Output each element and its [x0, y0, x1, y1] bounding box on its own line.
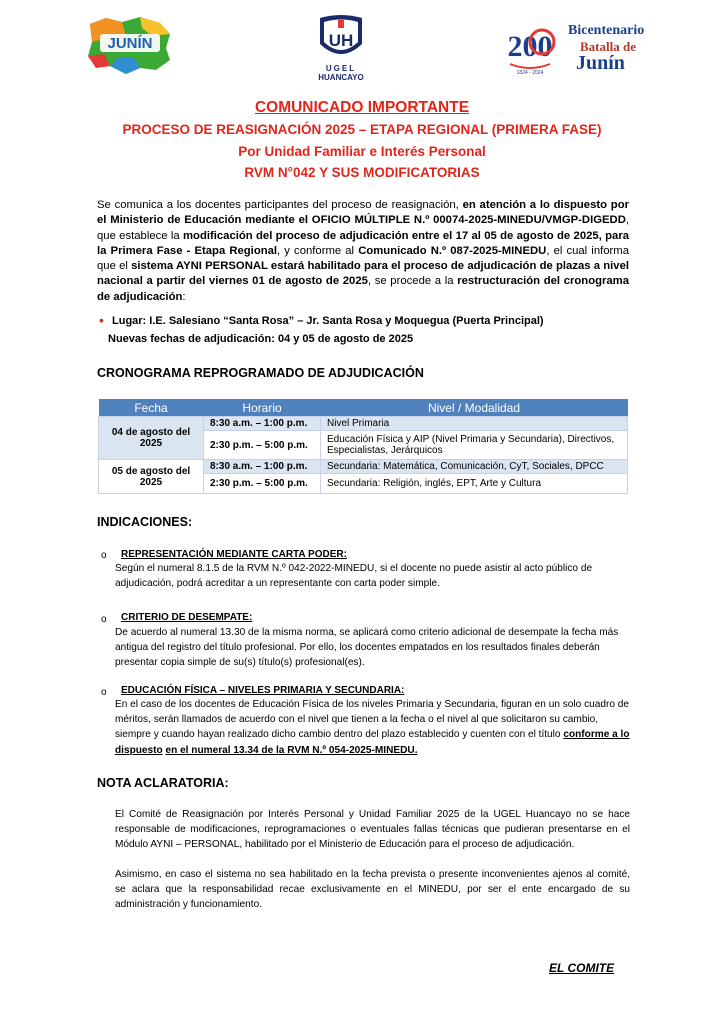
schedule-level-cell: Secundaria: Matemática, Comunicación, CyT, Sociales, DPCC — [321, 460, 628, 474]
instruction-heading: EDUCACIÓN FÍSICA – NIVELES PRIMARIA Y SECUNDARIA: — [121, 685, 405, 696]
instruction-body: Según el numeral 8.1.5 de la RVM N.º 042-2022-MINEDU, si el docente no puede asistir al acto público de adjudicación, podrá acreditar a un representante con carta poder simple. — [115, 563, 593, 590]
note-paragraph-1: El Comité de Reasignación por Interés Personal y Unidad Familiar 2025 de la UGEL Huancayo no se hace responsable de modificaciones, reprogramaciones o eventuales fallas técnicas que pudieran presentarse en el Módulo AYNI – PERSONAL, habilitado por el Ministerio de Educación para el proceso de adjudicación. — [115, 809, 630, 851]
schedule-header-row — [99, 399, 628, 417]
schedule-level-cell: Educación Física y AIP (Nivel Primaria y Secundaria), Directivos, Especialistas, Jerárquicos — [321, 431, 628, 460]
intro-text-5: , se procede a la — [367, 275, 458, 288]
subtitle-process: PROCESO DE REASIGNACIÓN 2025 – ETAPA REGIONAL (PRIMERA FASE) — [122, 122, 602, 137]
list-bullet-icon: o — [101, 614, 107, 625]
instruction-body-bold: conforme a lo dispuesto — [115, 729, 630, 756]
schedule-header-nivel: Nivel / Modalidad — [321, 399, 628, 417]
note-title: NOTA ACLARATORIA: — [97, 776, 229, 790]
instruction-body-text: En el caso de los docentes de Educación Física de los niveles Primaria y Secundaria, figuran en un solo cuadro de méritos, serán llamados de acuerdo con el nivel que tienen a la fecha o el nivel al que solicitaron su cambio, siempre y cuando hayan realizado dicho cambio dentro del plazo establecido y cuenten con el título — [115, 699, 629, 741]
intro-text-6: : — [182, 290, 186, 303]
intro-bold-4: sistema AYNI PERSONAL estará habilitado para el proceso de adjudicación de plazas a nivel nacional a partir del viernes 01 de agosto de 2025 — [97, 260, 629, 288]
signature-committee: EL COMITE — [549, 961, 615, 975]
schedule-table — [98, 399, 628, 494]
intro-text-1: Se comunica a los docentes participantes del proceso de reasignación, — [97, 199, 463, 211]
schedule-time-cell: 2:30 p.m. – 5:00 p.m. — [204, 431, 321, 460]
bicentenario-line3: Junín — [576, 52, 625, 74]
new-dates-line: Nuevas fechas de adjudicación: 04 y 05 de agosto de 2025 — [108, 333, 414, 345]
bicentenario-logo — [496, 20, 656, 76]
schedule-time-cell: 8:30 a.m. – 1:00 p.m. — [204, 460, 321, 474]
bicentenario-number: 200 — [507, 30, 553, 63]
bicentenario-years: 1824 - 2024 — [516, 70, 544, 76]
intro-text-2: , que establece la — [97, 214, 629, 242]
subtitle-rvm: RVM N°042 Y SUS MODIFICATORIAS — [244, 165, 480, 180]
intro-bold-3: Comunicado N.º 087-2025-MINEDU — [358, 244, 547, 257]
instruction-body — [115, 697, 630, 758]
intro-text-3: , y conforme al — [277, 244, 359, 257]
schedule-date-cell: 04 de agosto del 2025 — [99, 417, 204, 460]
table-row — [99, 460, 628, 474]
schedule-header-horario: Horario — [204, 399, 321, 417]
table-row — [99, 417, 628, 431]
intro-bold-5: restructuración del cronograma de adjudicación — [97, 275, 630, 303]
gobierno-regional-junin-logo — [82, 14, 174, 76]
ugel-logo-letters: UH — [328, 31, 354, 50]
ugel-logo-line2: HUANCAYO — [318, 73, 364, 82]
ugel-logo-line1: UGEL — [325, 64, 357, 73]
list-bullet-icon: o — [101, 687, 107, 698]
schedule-title: CRONOGRAMA REPROGRAMADO DE ADJUDICACIÓN — [97, 366, 424, 380]
schedule-time-cell: 8:30 a.m. – 1:00 p.m. — [204, 417, 321, 431]
main-title: COMUNICADO IMPORTANTE — [254, 99, 470, 116]
list-bullet-icon: o — [101, 550, 107, 561]
instruction-heading: REPRESENTACIÓN MEDIANTE CARTA PODER: — [121, 549, 347, 560]
intro-paragraph — [97, 198, 629, 305]
location-line: Lugar: I.E. Salesiano “Santa Rosa” – Jr. Santa Rosa y Moquegua (Puerta Principal) — [112, 315, 544, 327]
note-paragraph-2: Asimismo, en caso el sistema no sea habilitado en la fecha prevista o presente inconvenientes ajenos al comité, se aclara que la responsabilidad recae exclusivamente en el MINEDU, por ser el ente encargado de su administración y funcionamiento. — [115, 869, 630, 911]
intro-bold-2: modificación del proceso de adjudicación entre el 17 al 05 de agosto de 2025, para la Primera Fase - Etapa Regional — [97, 229, 629, 257]
schedule-level-cell: Secundaria: Religión, inglés, EPT, Arte y Cultura — [321, 474, 628, 494]
instructions-title: INDICACIONES: — [97, 515, 193, 529]
junin-logo-wordmark: JUNÍN — [107, 35, 153, 52]
bicentenario-line1: Bicentenario — [568, 23, 645, 38]
instruction-heading: CRITERIO DE DESEMPATE: — [121, 612, 253, 623]
subtitle-modality: Por Unidad Familiar e Interés Personal — [238, 144, 486, 159]
schedule-level-cell: Nivel Primaria — [321, 417, 628, 431]
intro-text-4: , el cual informa que el — [97, 244, 629, 273]
ugel-huancayo-logo — [308, 14, 374, 82]
bicentenario-line2: Batalla de — [580, 39, 636, 54]
intro-bold-1: en atención a lo dispuesto por el Ministerio de Educación mediante el OFICIO MÚLTIPLE N.º 00074-2025-MINEDU/VMGP-DIGEDD — [97, 199, 629, 227]
schedule-time-cell: 2:30 p.m. – 5:00 p.m. — [204, 474, 321, 494]
instruction-body: De acuerdo al numeral 13.30 de la misma norma, se aplicará como criterio adicional de desempate la fecha más antigua del registro del título profesional. Por ello, los docentes empatados en los resultados finales deberán presentar copia simple de su(s) título(s) profesional(es). — [115, 627, 619, 669]
instruction-body-bold: en el numeral 13.34 de la RVM N.º 054-2025-MINEDU. — [165, 744, 418, 756]
location-bullet-icon: • — [99, 312, 104, 328]
schedule-date-cell: 05 de agosto del 2025 — [99, 460, 204, 494]
schedule-header-fecha: Fecha — [99, 399, 204, 417]
